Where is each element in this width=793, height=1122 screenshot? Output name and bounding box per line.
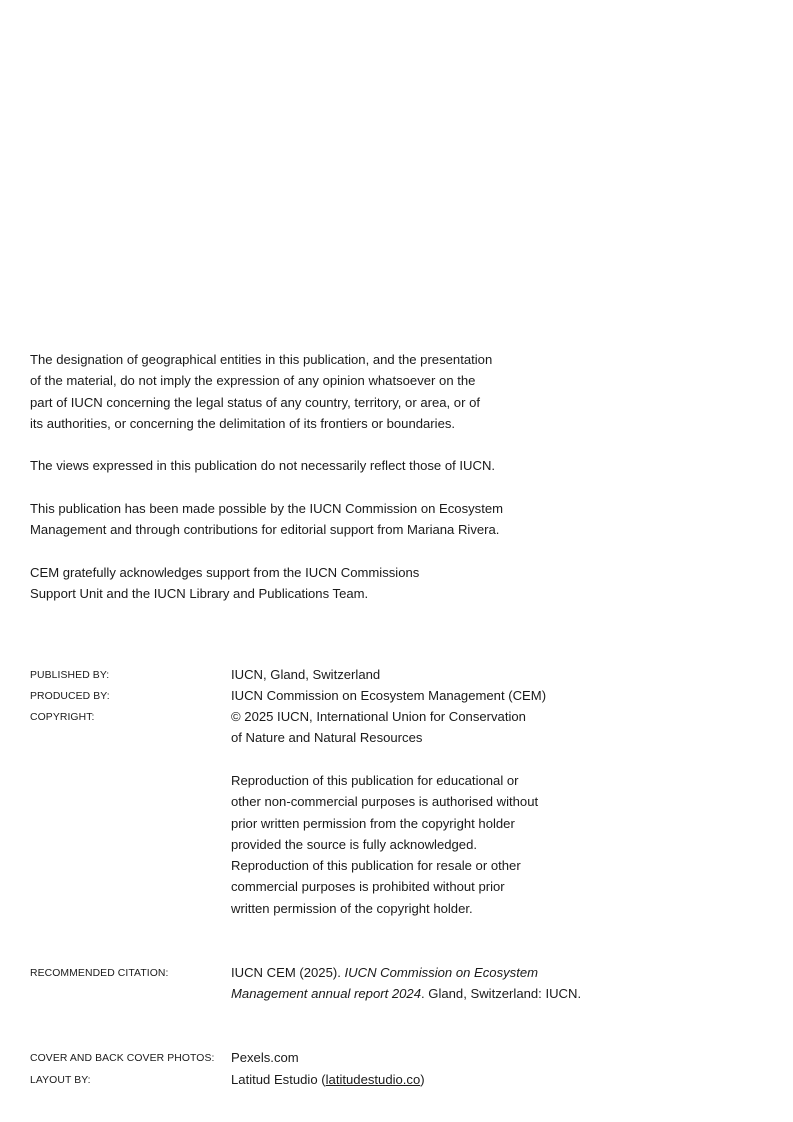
acknowledgement-paragraph — [30, 562, 570, 605]
reproduction-notice — [231, 770, 538, 919]
produced-by-label: PRODUCED BY: — [30, 691, 110, 702]
views-paragraph — [30, 455, 570, 476]
produced-by-value: IUCN Commission on Ecosystem Management (CEM) — [231, 688, 547, 703]
layout-label: LAYOUT BY: — [30, 1075, 91, 1086]
text-line: Management and through contributions for editorial support from Mariana Rivera. — [30, 522, 500, 538]
layout-value — [231, 1069, 425, 1090]
text-line: other non-commercial purposes is authorised without — [231, 794, 539, 810]
citation-line — [231, 983, 581, 1004]
citation-title: Management annual report 2024 — [231, 986, 421, 1002]
citation-line — [231, 962, 581, 983]
text-line: The views expressed in this publication do not necessarily reflect those of IUCN. — [30, 458, 496, 474]
text-line: prior written permission from the copyright holder — [231, 815, 515, 831]
disclaimer-paragraph — [30, 349, 570, 434]
citation-authors: IUCN CEM (2025). — [231, 965, 345, 980]
text-line: written permission of the copyright holder. — [231, 900, 473, 916]
text-line: of Nature and Natural Resources — [231, 730, 423, 746]
layout-studio: Latitud Estudio ( — [231, 1072, 326, 1087]
citation-label: RECOMMENDED CITATION: — [30, 968, 169, 979]
text-line: of the material, do not imply the expression of any opinion whatsoever on the — [30, 373, 476, 389]
text-line: The designation of geographical entities in this publication, and the presentation — [30, 352, 493, 367]
citation-value — [231, 962, 581, 1005]
copyright-label: COPYRIGHT: — [30, 712, 95, 723]
text-line: Support Unit and the IUCN Library and Publications Team. — [30, 586, 369, 602]
text-line: © 2025 IUCN, International Union for Conservation — [231, 709, 526, 724]
citation-place: . Gland, Switzerland: IUCN. — [421, 986, 582, 1002]
published-by-value: IUCN, Gland, Switzerland — [231, 667, 381, 682]
text-line: its authorities, or concerning the delimitation of its frontiers or boundaries. — [30, 415, 456, 431]
text-line: part of IUCN concerning the legal status of any country, territory, or area, or of — [30, 394, 481, 410]
photos-value: Pexels.com — [231, 1050, 299, 1065]
published-by-label: PUBLISHED BY: — [30, 670, 110, 681]
studio-website-link[interactable]: latitudestudio.co — [325, 1072, 421, 1087]
photos-label: COVER AND BACK COVER PHOTOS: — [30, 1053, 215, 1064]
layout-suffix: ) — [420, 1072, 425, 1087]
support-paragraph — [30, 498, 570, 541]
text-line: CEM gratefully acknowledges support from the IUCN Commissions — [30, 564, 420, 580]
citation-title: IUCN Commission on Ecosystem — [344, 965, 539, 980]
text-line: commercial purposes is prohibited without prior — [231, 879, 505, 895]
text-line: Reproduction of this publication for resale or other — [231, 858, 521, 874]
text-line: This publication has been made possible by the IUCN Commission on Ecosystem — [30, 501, 504, 517]
text-line: Reproduction of this publication for educational or — [231, 773, 519, 788]
copyright-value — [231, 706, 526, 749]
text-line: provided the source is fully acknowledged. — [231, 836, 478, 852]
disclaimer-block — [30, 349, 570, 605]
